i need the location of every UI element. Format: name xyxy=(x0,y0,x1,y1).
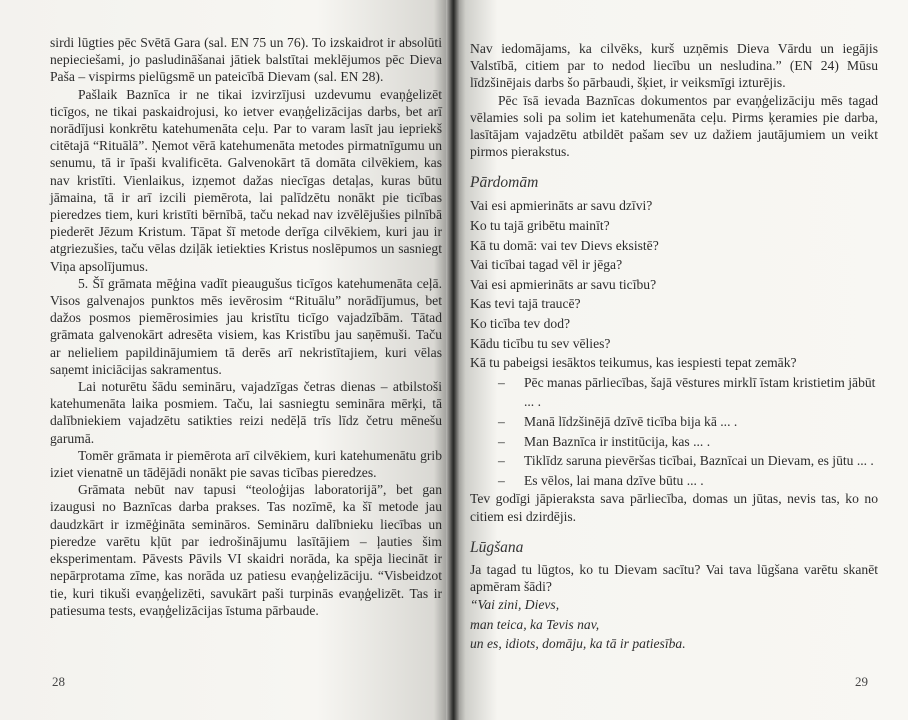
prayer-line: man teica, ka Tevis nav, xyxy=(470,616,600,632)
reflection-heading: Pārdomām xyxy=(470,174,539,192)
left-page xyxy=(0,0,452,720)
prayer-intro: Ja tagad tu lūgtos, ko tu Dievam sacītu? Vai tava lūgšana varētu skanēt apmēram šādi? xyxy=(470,561,878,594)
list-item: – Man Baznīca ir institūcija, kas ... . xyxy=(498,432,878,452)
left-paragraph-5: Tomēr grāmata ir piemērota arī cilvēkiem, kuri katehumenātu grib iziet vienatnē un tādējādi nonākt pie savas ticības pieredzes. xyxy=(50,447,442,481)
sentence-list xyxy=(470,373,878,491)
right-paragraph-1: Nav iedomājams, ka cilvēks, kurš uzņēmis Dieva Vārdu un iegājis Valstībā, citiem par to nedod liecību un nesludina.” (EN 24) Mūsu līdzšinējais darbs šo pārbaudi, šķiet, ir veiksmīgi izturējis. xyxy=(470,41,878,91)
question-line: Kas tevi tajā traucē? xyxy=(470,296,581,312)
reflection-closing: Tev godīgi jāpieraksta sava pārliecība, domas un jūtas, nevis tas, ko no citiem esi dzirdējis. xyxy=(470,491,878,524)
prayer-line: un es, idiots, domāju, ka tā ir patiesība. xyxy=(470,636,686,652)
page-number-right: 29 xyxy=(855,674,868,689)
prayer-line: “Vai zini, Dievs, xyxy=(470,597,560,613)
page-number-left: 28 xyxy=(52,674,65,689)
right-paragraph-2: Pēc īsā ievada Baznīcas dokumentos par evaņģelizāciju mēs tagad vēlamies soli pa solim iet katehumenāta ceļu. Pirms ķeramies pie darba, lasītājam vajadzētu atbildēt pašam sev uz dažiem jautājumiem un veikt pirmos pierakstus. xyxy=(470,92,878,160)
question-line: Ko ticība tev dod? xyxy=(470,315,571,331)
list-item: – Manā līdzšinējā dzīvē ticība bija kā ... . xyxy=(498,412,878,432)
left-paragraph-6: Grāmata nebūt nav tapusi “teoloģijas laboratorijā”, bet gan izaugusi no Baznīcas darba prakses. Tas nozīmē, ka šī metode jau daudzkārt ir izmēģināta semināros. Semināru dalībnieku liecības un pieredze varētu kļūt par iedrošinājumu lasītājiem – ļauties šim eksperimentam. Pāvests Pāvils VI skaidri norāda, ka spēja liecināt ir nepārprotama zīme, kas norāda uz patiesu evaņģelizāciju. “Visbeidzot tie, kuri tikuši evaņģelizēti, savukārt paši turpinās evaņģelizēt. Tas ir patiesuma tests, evaņģelizācijas īstuma pārbaude. xyxy=(50,482,442,618)
question-line: Kādu ticību tu sev vēlies? xyxy=(470,335,611,351)
reflection-questions xyxy=(470,196,878,372)
prayer-heading: Lūgšana xyxy=(470,538,524,556)
list-item: – Tiklīdz saruna pievēršas ticībai, Baznīcai un Dievam, es jūtu ... . xyxy=(498,451,878,471)
left-paragraph-4: Lai noturētu šādu semināru, vajadzīgas četras dienas – atbilstoši katehumenāta laika posmiem. Taču, lai sasniegtu semināra mērķi, tā dalībniekiem vajadzētu satikties reizi nedēļā trīs līdz četru mēnešu garumā. xyxy=(50,379,442,446)
list-item: – Es vēlos, lai mana dzīve būtu ... . xyxy=(498,471,878,491)
question-line: Kā tu pabeigsi iesāktos teikumus, kas iespiesti tepat zemāk? xyxy=(470,355,797,371)
right-page xyxy=(452,0,908,720)
book-gutter xyxy=(446,0,460,720)
list-item: – Pēc manas pārliecības, šajā vēstures mirklī īstam kristietim jābūt ... . xyxy=(498,373,878,412)
question-line: Ko tu tajā gribētu mainīt? xyxy=(470,218,610,234)
prayer-verse xyxy=(470,595,878,654)
left-paragraph-1: sirdi lūgties pēc Svētā Gara (sal. EN 75 un 76). To izskaidrot ir absolūti nepieciešami, jo pasludināšanai jātiek balstītai meklējumos pēc Dieva Paša – vispirms pielūgsmē un pateicībā Dievam (sal. EN 28). xyxy=(50,35,442,85)
left-paragraph-3: 5. Šī grāmata mēģina vadīt pieaugušus ticīgos katehumenāta ceļā. Visos galvenajos punktos mēs ievērosim “Rituālu” norādījumus, bet dažos posmos piemērosimies jau kristītu ticīgo vajadzībām. Tātad grāmata galvenokārt adresēta visiem, kas Kristību jau saņēmuši. Taču ar nelieliem papildinājumiem tā derēs arī nekristītajiem, kuri vēlas saņemt iniciācijas sakramentus. xyxy=(50,275,442,377)
question-line: Kā tu domā: vai tev Dievs eksistē? xyxy=(470,237,659,253)
question-line: Vai esi apmierināts ar savu dzīvi? xyxy=(470,198,653,214)
question-line: Vai esi apmierināts ar savu ticību? xyxy=(470,276,657,292)
left-paragraph-2: Pašlaik Baznīca ir ne tikai izvirzījusi uzdevumu evaņģelizēt ticīgos, ne tikai paskaidrojusi, ko ietver evaņģelizācijas darbs, bet arī norādījusi konkrētu katehumenāta ceļu. Par to varam lasīt jau iepriekš citētajā “Rituālā”. Ņemot vērā katehumenāta metodes pirmatnīgumu un senumu, tā ir īpaši kvalificēta. Galvenokārt tā domāta cilvēkiem, kas nav kristīti. Vienlaikus, izņemot dažas niecīgas detaļas, kuras būtu jāmaina, tā ir arī izcili piemērota, lai palīdzētu nonākt pie ticības pieredzes tiem, kuri kristīti bērnībā, taču nekad nav izvēlējušies pilnībā piederēt Jēzum Kristum. Tāpat šī metode derīga cilvēkiem, kuri jau ir atgriezušies, taču vēlas dziļāk ietiekties Kristus noslēpumos un sasniegt Viņa apsolījumus. xyxy=(50,86,442,274)
question-line: Vai ticībai tagad vēl ir jēga? xyxy=(470,257,623,273)
